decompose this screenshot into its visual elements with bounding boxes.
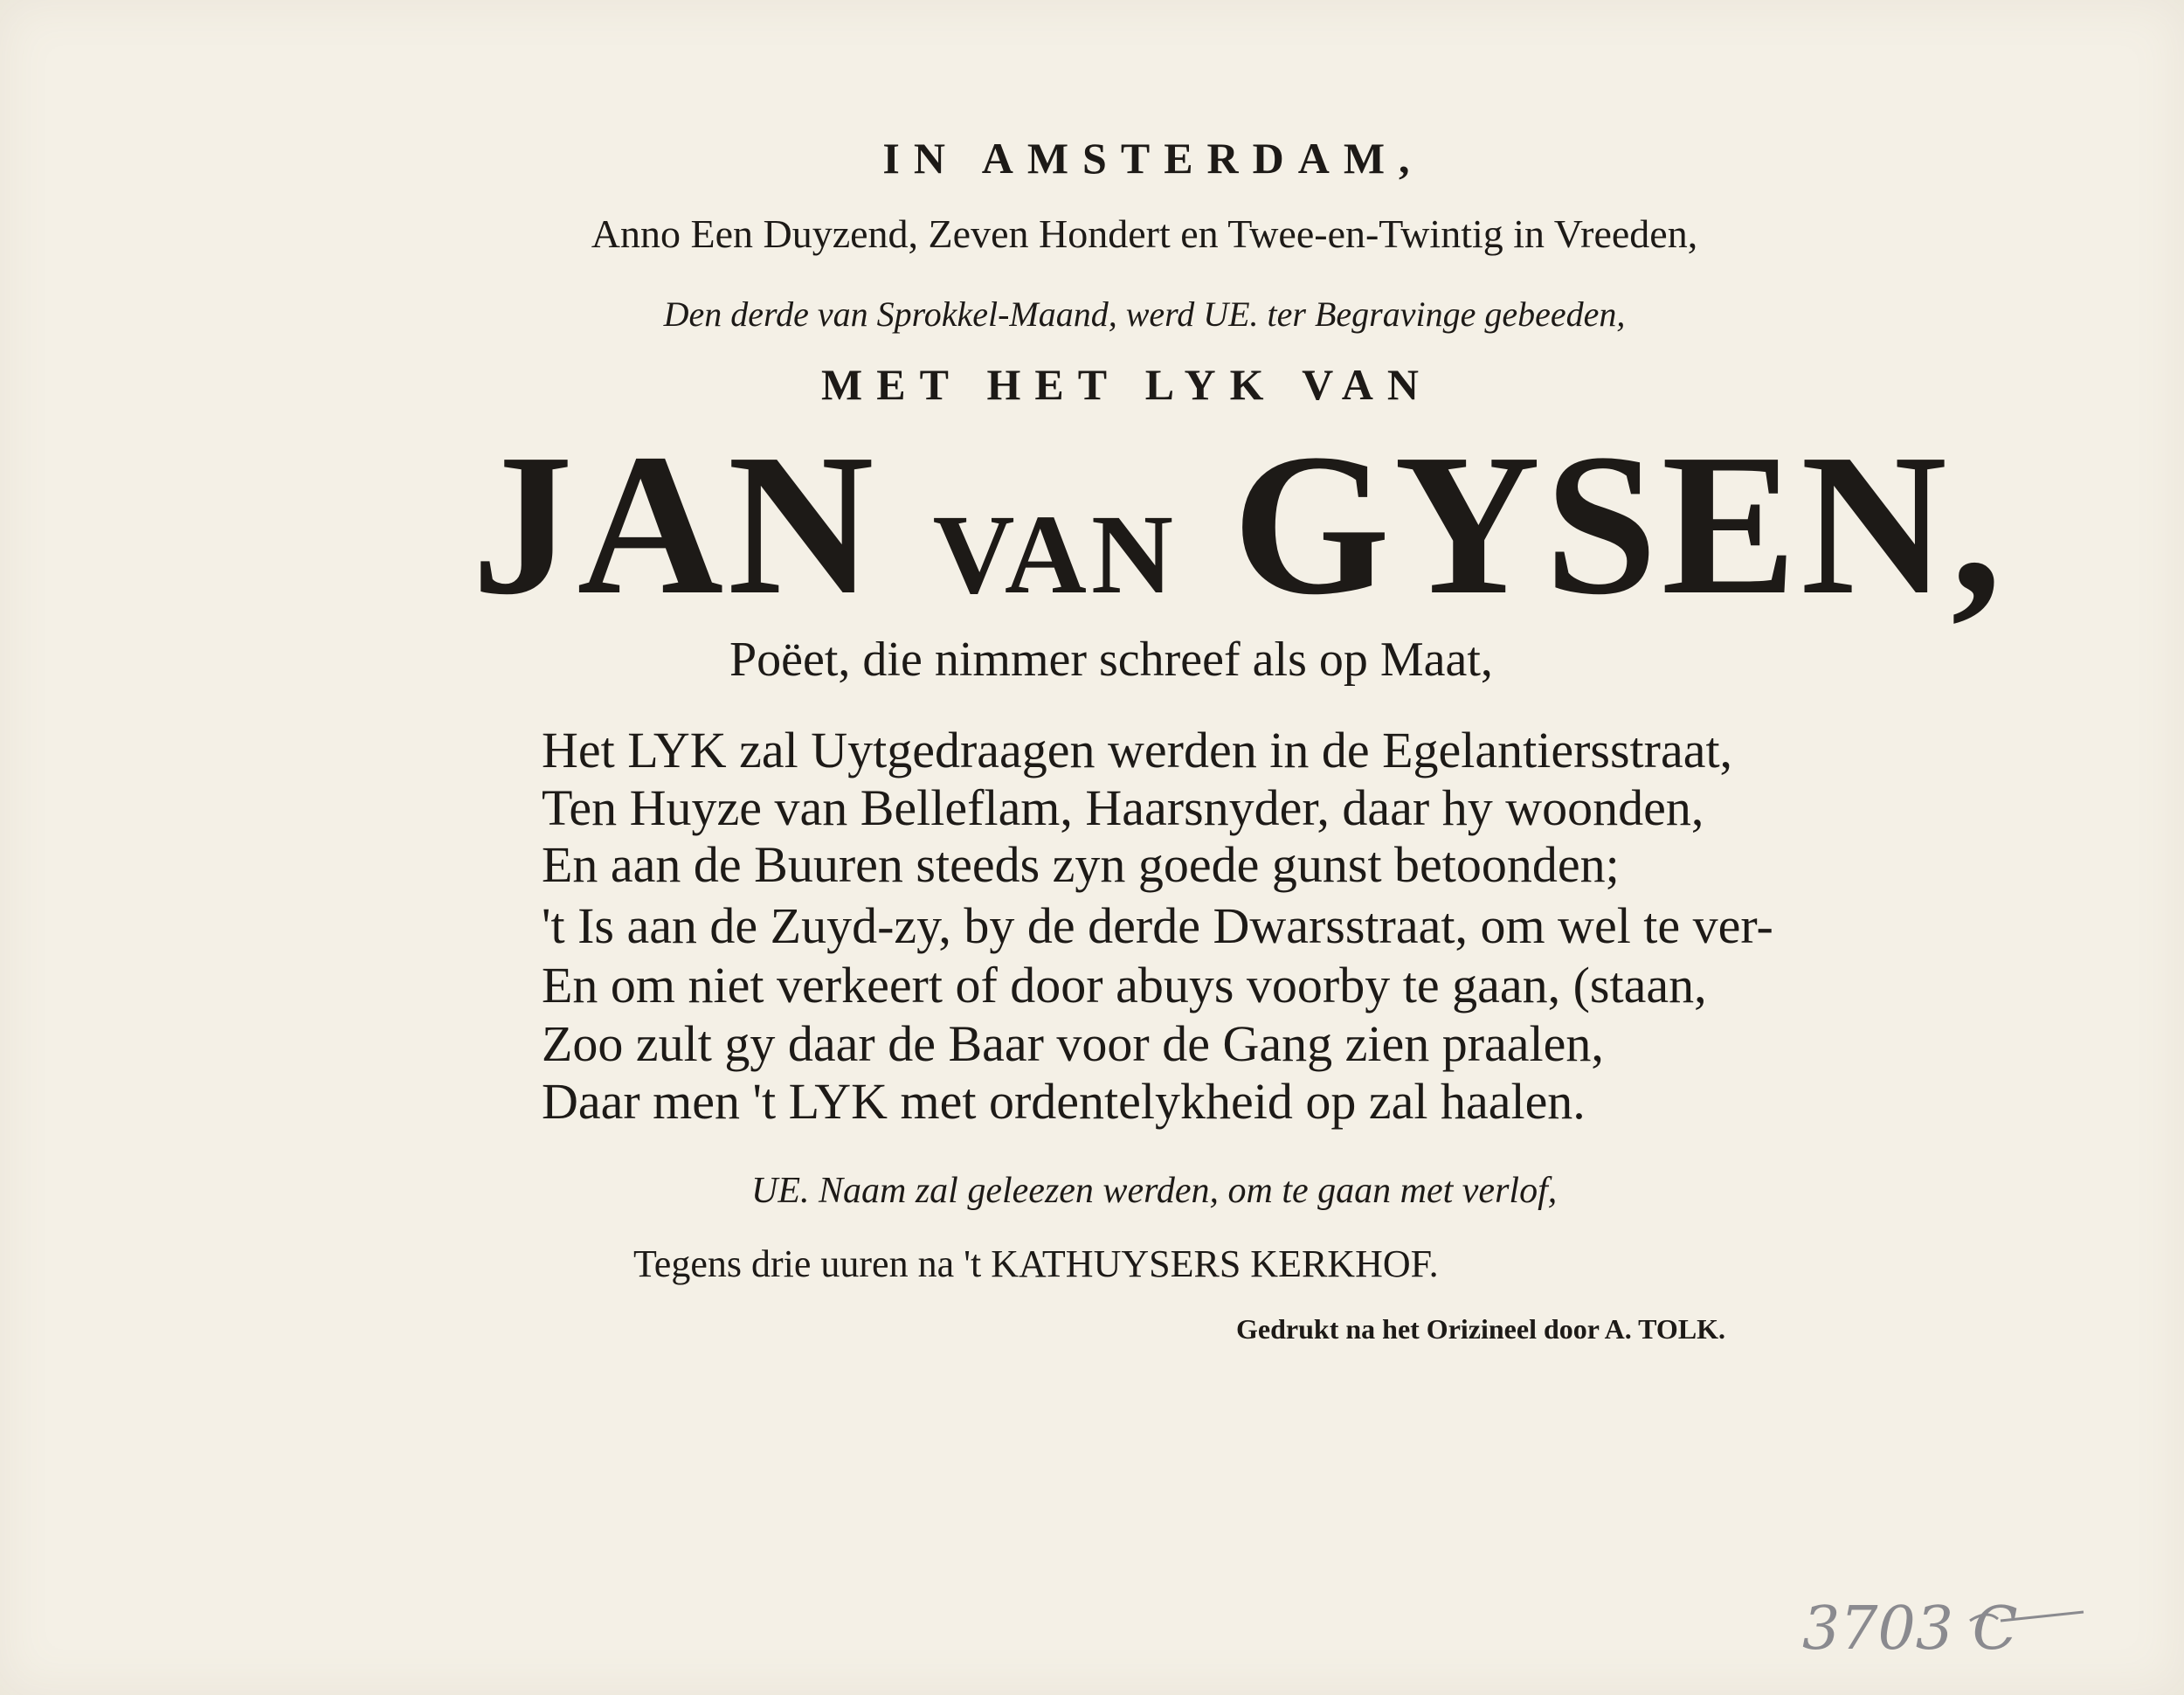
name-first: JAN [472, 412, 879, 637]
deceased-name [472, 412, 2006, 637]
printer-line: Gedrukt na het Orizineel door A. TOLK. [1236, 1313, 1726, 1345]
heading-place: IN AMSTERDAM, [882, 134, 1424, 183]
verse-line: Het LYK zal Uytgedraagen werden in de Egelantiersstraat, [542, 722, 1733, 778]
date-line: Anno Een Duyzend, Zeven Hondert en Twee-en-Twintig in Vreeden, [591, 211, 1698, 256]
verse-line: Zoo zult gy daar de Baar voor de Gang zien praalen, [542, 1015, 1604, 1072]
verse-line: 't Is aan de Zuyd-zy, by de derde Dwarsstraat, om wel te ver- [542, 897, 1773, 954]
pencil-inventory-number [1795, 1586, 2110, 1673]
verse-line: Daar men 't LYK met ordentelykheid op zal haalen. [542, 1073, 1586, 1130]
inventory-number-text: 3703 C [1802, 1595, 2018, 1664]
verse-line: Ten Huyze van Belleflam, Haarsnyder, daar hy woonden, [542, 779, 1704, 836]
closing-line-1: UE. Naam zal geleezen werden, om te gaan met verlof, [751, 1171, 1558, 1211]
name-middle: VAN [932, 492, 1178, 618]
invitation-line: Den derde van Sprokkel-Maand, werd UE. ter Begravinge gebeeden, [663, 294, 1626, 334]
title-line: Poëet, die nimmer schreef als op Maat, [729, 633, 1493, 687]
name-last: GYSEN, [1232, 412, 2006, 637]
verse-line: En om niet verkeert of door abuys voorby te gaan, (staan, [542, 957, 1707, 1014]
verse-line: En aan de Buuren steeds zyn goede gunst betoonden; [542, 836, 1620, 893]
closing-line-2: Tegens drie uuren na 't KATHUYSERS KERKHOF. [633, 1242, 1439, 1285]
with-line: MET HET LYK VAN [821, 360, 1433, 409]
